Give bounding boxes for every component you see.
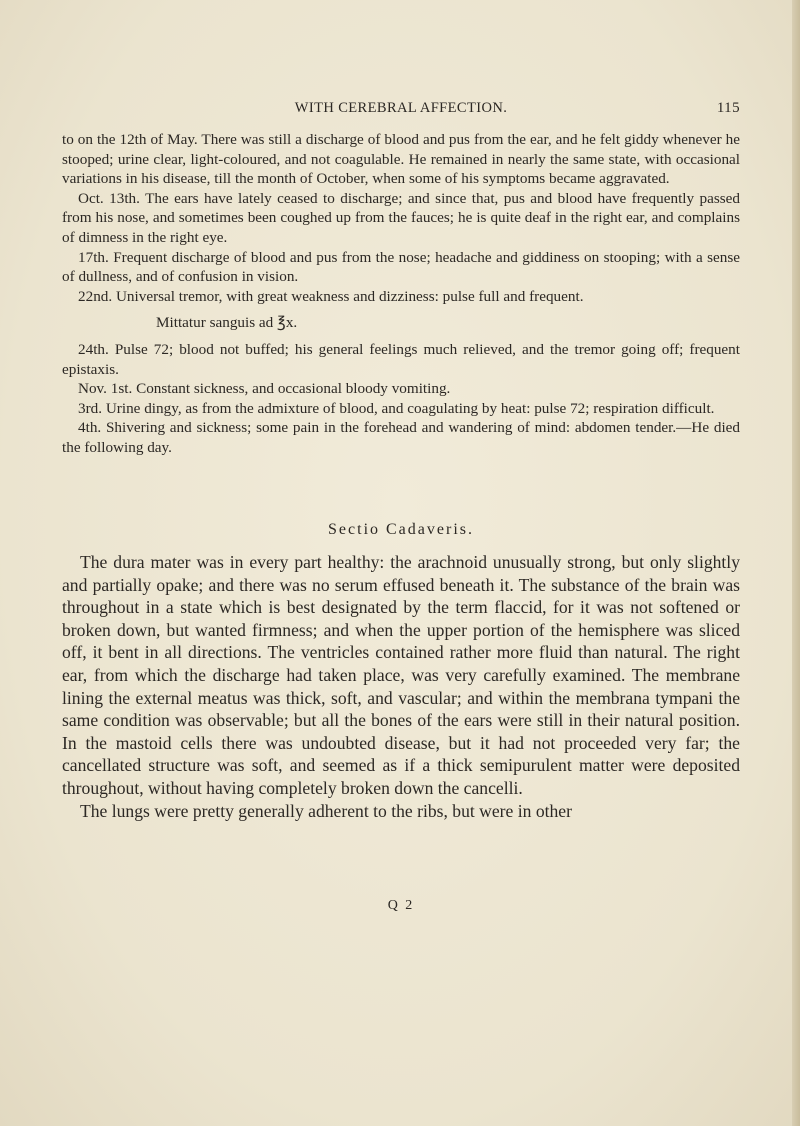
prescription-line: Mittatur sanguis ad ℥x. <box>156 314 298 332</box>
case-paragraph: Nov. 1st. Constant sickness, and occasional bloody vomiting. <box>78 380 451 398</box>
case-notes <box>62 130 740 458</box>
case-paragraph: 17th. Frequent discharge of blood and pus from the nose; headache and giddiness on stooping; with a sense of dullness, and of confusion in vision. <box>62 248 740 286</box>
running-head <box>62 100 740 120</box>
case-paragraph: 4th. Shivering and sickness; some pain in the forehead and wandering of mind: abdomen tender.—He died the following day. <box>62 419 740 456</box>
dissection-paragraph: The lungs were pretty generally adherent to the ribs, but were in other <box>80 800 572 821</box>
page-number: 115 <box>716 100 740 116</box>
signature-mark: Q 2 <box>387 898 415 913</box>
page-edge <box>792 0 800 1126</box>
case-paragraph: 22nd. Universal tremor, with great weakness and dizziness: pulse full and frequent. <box>78 287 584 305</box>
dissection-paragraph: The dura mater was in every part healthy: the arachnoid unusually strong, but only slightly and partially opake; and there was no serum effused beneath it. The substance of the brain was throughout in a state which is best designated by the term flaccid, for it was not softened or broken down, but wanted firmness; and when the upper portion of the hemisphere was sliced off, it bent in all directions. The ventricles contained rather more fluid than natural. The right ear, from which the discharge had taken place, was very carefully examined. The membrane lining the external meatus was thick, soft, and vascular; and within the membrana tympani the same condition was observable; but all the bones of the ears were still in their natural position. In the mastoid cells there was undoubted disease, but it had not proceeded very far; the cancellated structure was soft, and seemed as if a thick semipurulent matter were deposited throughout, without having completely broken down the cancelli. <box>62 552 740 798</box>
case-paragraph: 24th. Pulse 72; blood not buffed; his general feelings much relieved, and the tremor going off; frequent epistaxis. <box>62 340 740 378</box>
dissection-text <box>62 551 740 822</box>
case-paragraph: Oct. 13th. The ears have lately ceased to discharge; and since that, pus and blood have frequently passed from his nose, and sometimes been coughed up from the fauces; he is quite deaf in the right ear, and complains of dimness in the right eye. <box>62 189 740 246</box>
running-title: WITH CEREBRAL AFFECTION. <box>294 100 508 116</box>
case-paragraph: 3rd. Urine dingy, as from the admixture of blood, and coagulating by heat: pulse 72; respiration difficult. <box>78 399 715 417</box>
case-paragraph: to on the 12th of May. There was still a discharge of blood and pus from the ear, and he felt giddy whenever he stooped; urine clear, light-coloured, and not coagulable. He remained in nearly the same state, with occasional variations in his disease, till the month of October, when some of his symptoms became aggravated. <box>62 131 740 188</box>
section-heading: Sectio Cadaveris. <box>328 521 474 538</box>
